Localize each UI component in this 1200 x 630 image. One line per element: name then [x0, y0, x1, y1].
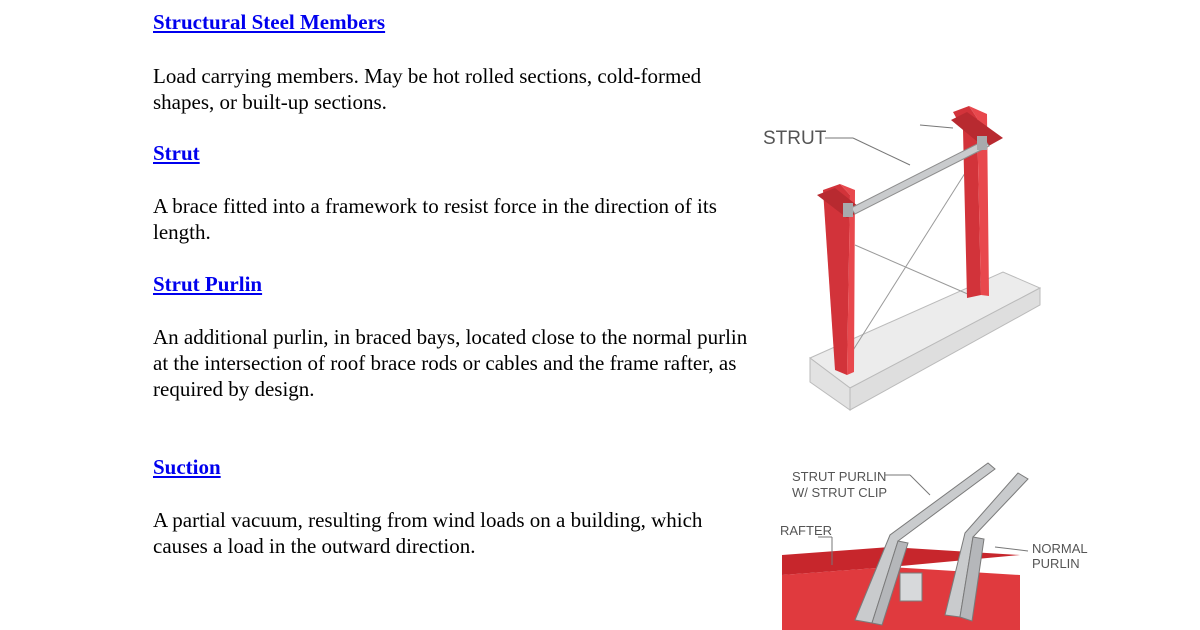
normal-purlin-label-line2: PURLIN [1032, 556, 1080, 571]
definition-structural-steel-members: Load carrying members. May be hot rolled sections, cold-formed shapes, or built-up sections. [153, 64, 702, 114]
term-strut-purlin[interactable]: Strut Purlin [153, 272, 263, 296]
term-structural-steel-members[interactable]: Structural Steel Members [153, 10, 386, 34]
strut-purlin-label-line2: W/ STRUT CLIP [792, 485, 888, 500]
term-suction[interactable]: Suction [153, 455, 221, 479]
definition-strut-purlin: An additional purlin, in braced bays, located close to the normal purlin at the intersection of roof brace rods or cables and the frame rafter, as required by design. [153, 325, 748, 401]
normal-purlin-label-line1: NORMAL [1032, 541, 1088, 556]
strut-purlin-figure [760, 455, 1100, 630]
strut-figure [755, 100, 1055, 415]
rafter-label: RAFTER [780, 523, 832, 538]
strut-label: STRUT [763, 128, 827, 149]
definition-suction: A partial vacuum, resulting from wind loads on a building, which causes a load in the outward direction. [153, 508, 703, 558]
definition-strut: A brace fitted into a framework to resist force in the direction of its length. [153, 194, 717, 244]
term-strut[interactable]: Strut [153, 141, 200, 165]
strut-purlin-label-line1: STRUT PURLIN [792, 469, 887, 484]
